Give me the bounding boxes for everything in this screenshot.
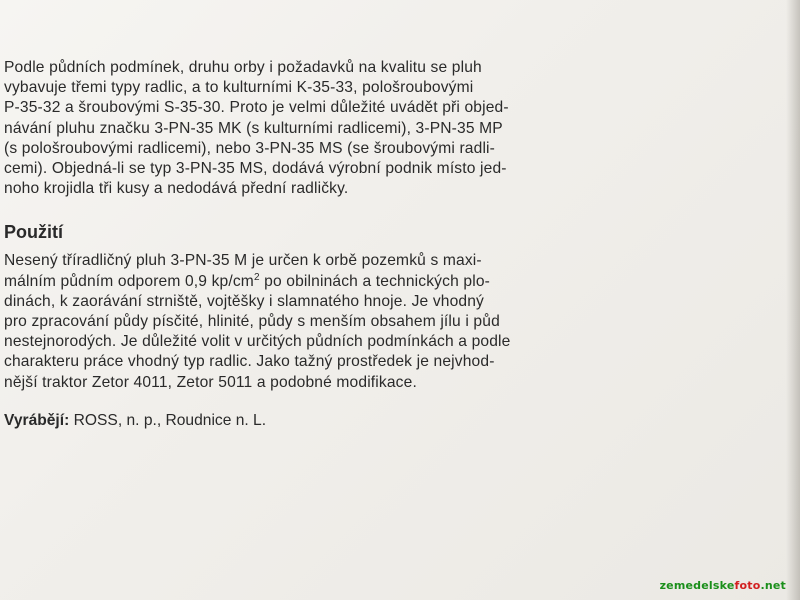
intro-line: návání pluhu značku 3-PN-35 MK (s kulturními radlicemi), 3-PN-35 MP bbox=[4, 119, 503, 137]
intro-line: vybavuje třemi typy radlic, a to kulturními K-35-33, pološroubovými bbox=[4, 79, 474, 97]
usage-heading: Použití bbox=[4, 222, 63, 243]
watermark-part: .net bbox=[760, 579, 786, 592]
producer-line bbox=[4, 411, 786, 431]
superscript-2: 2 bbox=[253, 271, 260, 283]
intro-line: noho krojidla tři kusy a nedodává přední radličky. bbox=[4, 180, 349, 198]
paper-edge-shadow bbox=[786, 0, 800, 600]
usage-line: Nesený tříradličný pluh 3-PN-35 M je určen k orbě pozemků s maxi- bbox=[4, 252, 482, 270]
usage-line: pro zpracování půdy písčité, hlinité, půdy s menším obsahem jílu i půd bbox=[4, 313, 500, 331]
usage-line: dinách, k zaorávání strniště, vojtěšky i slamnatého hnoje. Je vhodný bbox=[4, 292, 484, 310]
site-watermark bbox=[660, 579, 786, 592]
watermark-part: foto bbox=[734, 579, 761, 592]
document-page bbox=[4, 58, 786, 431]
usage-line: nější traktor Zetor 4011, Zetor 5011 a podobné modifikace. bbox=[4, 373, 417, 391]
intro-line: Podle půdních podmínek, druhu orby i požadavků na kvalitu se pluh bbox=[4, 59, 482, 76]
producer-label: Vyrábějí: bbox=[4, 411, 70, 429]
usage-line-text: málním půdním odporem 0,9 kp/cm bbox=[4, 272, 254, 290]
usage-line bbox=[4, 272, 786, 292]
producer-value: ROSS, n. p., Roudnice n. L. bbox=[69, 411, 267, 429]
usage-line: nestejnorodých. Je důležité volit v určitých půdních podmínkách a podle bbox=[4, 333, 511, 351]
intro-line: cemi). Objedná-li se typ 3-PN-35 MS, dodává výrobní podnik místo jed- bbox=[4, 160, 507, 178]
intro-paragraph bbox=[4, 58, 786, 199]
usage-line: charakteru práce vhodný typ radlic. Jako tažný prostředek je nejvhod- bbox=[4, 353, 495, 371]
intro-line: P-35-32 a šroubovými S-35-30. Proto je velmi důležité uvádět při objed- bbox=[4, 99, 509, 117]
intro-line: (s pološroubovými radlicemi), nebo 3-PN-35 MS (se šroubovými radli- bbox=[4, 139, 496, 157]
watermark-part: zemedelske bbox=[659, 579, 735, 592]
usage-line-text: po obilninách a technických plo- bbox=[259, 272, 490, 290]
usage-paragraph bbox=[4, 251, 786, 392]
